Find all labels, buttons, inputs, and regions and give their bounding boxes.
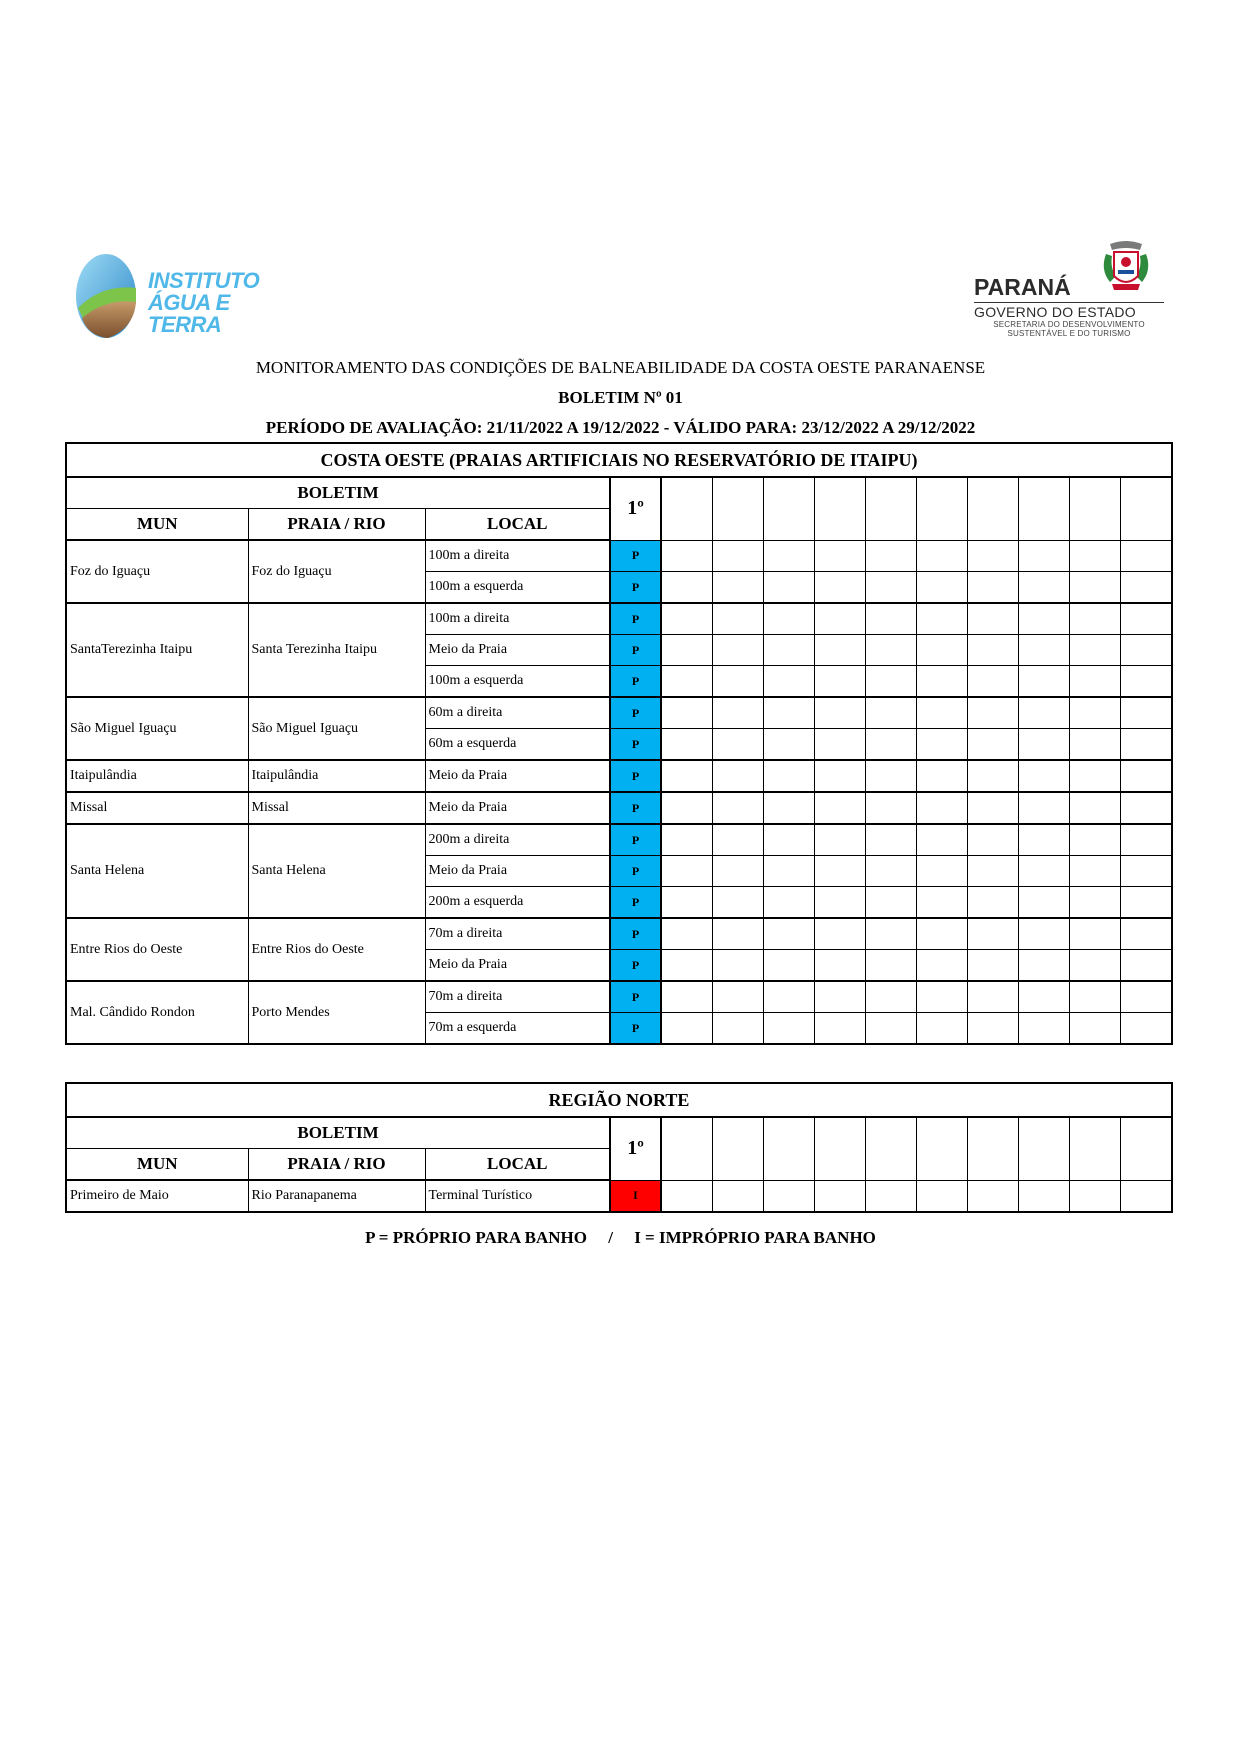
empty-bulletin-cell	[814, 666, 865, 698]
empty-bulletin-cell	[661, 540, 712, 572]
empty-bulletin-cell	[916, 635, 967, 666]
empty-bulletin-cell	[968, 1180, 1019, 1212]
empty-bulletin-cell	[865, 824, 916, 856]
empty-bulletin-cell	[1070, 950, 1121, 982]
empty-bulletin-cell	[712, 981, 763, 1013]
empty-bulletin-cell	[763, 918, 814, 950]
bulletin-number: BOLETIM Nº 01	[558, 388, 683, 407]
empty-bulletin-cell	[865, 856, 916, 887]
table-row	[66, 540, 1172, 572]
local-cell: Terminal Turístico	[425, 1180, 610, 1212]
empty-bulletin-cell	[865, 1180, 916, 1212]
empty-bulletin-cell	[916, 918, 967, 950]
empty-bulletin-cell	[763, 572, 814, 604]
parana-government-logo	[974, 240, 1174, 344]
empty-bulletin-cell	[661, 792, 712, 824]
empty-bulletin-cell	[1019, 540, 1070, 572]
water-earth-logo-icon	[72, 248, 142, 340]
empty-bulletin-cell	[712, 918, 763, 950]
empty-bulletin-cell	[763, 760, 814, 792]
empty-bulletin-cell	[1070, 572, 1121, 604]
table-row	[66, 824, 1172, 856]
coat-of-arms-icon	[1100, 240, 1152, 296]
empty-bulletin-cell	[814, 603, 865, 635]
table-title: COSTA OESTE (PRAIAS ARTIFICIAIS NO RESERVATÓRIO DE ITAIPU)	[66, 443, 1172, 477]
empty-bulletin-cell	[763, 887, 814, 919]
empty-bulletin-cell	[1070, 887, 1121, 919]
local-header: LOCAL	[425, 509, 610, 541]
status-cell: P	[610, 950, 661, 982]
empty-bulletin-cell	[916, 981, 967, 1013]
empty-bulletin-cell	[1121, 760, 1172, 792]
praia-header: PRAIA / RIO	[248, 509, 425, 541]
empty-bulletin-cell	[865, 950, 916, 982]
empty-bulletin-cell	[1121, 981, 1172, 1013]
empty-bulletin-cell	[968, 572, 1019, 604]
praia-cell: Rio Paranapanema	[248, 1180, 425, 1212]
table-row	[66, 760, 1172, 792]
local-cell: 100m a direita	[425, 603, 610, 635]
empty-bulletin-cell	[814, 824, 865, 856]
status-cell: P	[610, 981, 661, 1013]
praia-header: PRAIA / RIO	[248, 1149, 425, 1181]
instituto-name	[148, 270, 272, 336]
status-cell: P	[610, 918, 661, 950]
status-cell: P	[610, 792, 661, 824]
empty-bulletin-cell	[763, 666, 814, 698]
empty-bulletin-cell	[1019, 824, 1070, 856]
empty-bulletin-cell	[1019, 856, 1070, 887]
table-row	[66, 697, 1172, 729]
local-cell: 60m a direita	[425, 697, 610, 729]
empty-bulletin-cell	[661, 603, 712, 635]
empty-bulletin-cell	[712, 887, 763, 919]
empty-bulletin-cell	[814, 856, 865, 887]
empty-bulletin-cell	[1070, 981, 1121, 1013]
empty-bulletin-cell	[916, 603, 967, 635]
empty-bulletin-cell	[1070, 603, 1121, 635]
empty-bulletin-cell	[712, 760, 763, 792]
empty-bulletin-cell	[1121, 572, 1172, 604]
empty-bulletin-cell	[865, 697, 916, 729]
empty-bulletin-cell	[661, 760, 712, 792]
empty-bulletin-cell	[814, 950, 865, 982]
costa-oeste-table	[65, 442, 1173, 1045]
empty-bulletin-cell	[763, 824, 814, 856]
empty-bulletin-cell	[916, 540, 967, 572]
parana-brand: PARANÁ	[974, 274, 1071, 300]
empty-bulletin-cell	[661, 824, 712, 856]
empty-bulletin-cell	[968, 697, 1019, 729]
empty-bulletin-cell	[1019, 729, 1070, 761]
empty-bulletin-cell	[1070, 918, 1121, 950]
table-row	[66, 981, 1172, 1013]
empty-bulletin-cell	[968, 666, 1019, 698]
empty-bulletin-cell	[865, 760, 916, 792]
empty-bulletin-cell	[865, 540, 916, 572]
empty-bulletin-cell	[968, 981, 1019, 1013]
empty-bulletin-cell	[763, 1180, 814, 1212]
empty-bulletin-cell	[916, 792, 967, 824]
local-cell: Meio da Praia	[425, 792, 610, 824]
table-row	[66, 1180, 1172, 1212]
empty-bulletin-cell	[1019, 635, 1070, 666]
empty-bulletin-cell	[916, 824, 967, 856]
mun-cell: Mal. Cândido Rondon	[66, 981, 248, 1044]
empty-bulletin-cell	[661, 856, 712, 887]
empty-bulletin-cell	[1070, 697, 1121, 729]
empty-bulletin-cell	[1121, 887, 1172, 919]
empty-bulletin-cell	[661, 729, 712, 761]
boletim-header: BOLETIM	[66, 477, 610, 509]
local-cell: 100m a direita	[425, 540, 610, 572]
empty-bulletin-cell	[661, 1013, 712, 1045]
costa-oeste-rows	[66, 540, 1172, 1044]
empty-bulletin-cell	[661, 918, 712, 950]
local-cell: 200m a esquerda	[425, 887, 610, 919]
empty-bulletin-cell	[763, 1013, 814, 1045]
local-cell: 100m a esquerda	[425, 666, 610, 698]
empty-bulletin-cell	[661, 887, 712, 919]
empty-bulletin-cell	[968, 887, 1019, 919]
empty-bulletin-cell	[1121, 697, 1172, 729]
empty-bulletin-cell	[865, 603, 916, 635]
status-cell: P	[610, 635, 661, 666]
empty-bulletin-cell	[1070, 666, 1121, 698]
status-cell: P	[610, 666, 661, 698]
empty-bulletin-cell	[1121, 918, 1172, 950]
empty-bulletin-cell	[1121, 666, 1172, 698]
empty-bulletin-cell	[916, 1180, 967, 1212]
empty-bulletin-cell	[763, 950, 814, 982]
empty-bulletin-cell	[661, 572, 712, 604]
empty-bulletin-cell	[712, 697, 763, 729]
empty-bulletin-cell	[1019, 603, 1070, 635]
empty-bulletin-cell	[712, 666, 763, 698]
empty-bulletin-cell	[968, 856, 1019, 887]
empty-bulletin-cell	[1019, 760, 1070, 792]
mun-cell: Santa Helena	[66, 824, 248, 918]
empty-bulletin-cell	[712, 856, 763, 887]
empty-bulletin-cell	[712, 824, 763, 856]
local-cell: Meio da Praia	[425, 950, 610, 982]
empty-bulletin-cell	[814, 697, 865, 729]
status-cell: I	[610, 1180, 661, 1212]
empty-bulletin-cell	[814, 887, 865, 919]
empty-bulletin-cell	[1019, 697, 1070, 729]
local-cell: 70m a direita	[425, 981, 610, 1013]
empty-bulletin-cell	[1019, 887, 1070, 919]
empty-bulletin-cell	[968, 1013, 1019, 1045]
local-cell: 70m a direita	[425, 918, 610, 950]
praia-cell: Entre Rios do Oeste	[248, 918, 425, 981]
status-cell: P	[610, 887, 661, 919]
status-cell: P	[610, 697, 661, 729]
empty-bulletin-cell	[916, 950, 967, 982]
empty-bulletin-cell	[968, 760, 1019, 792]
local-cell: Meio da Praia	[425, 760, 610, 792]
praia-cell: Porto Mendes	[248, 981, 425, 1044]
instituto-agua-e-terra-logo	[72, 248, 272, 342]
empty-bulletin-cell	[661, 635, 712, 666]
first-bulletin-header: 1º	[610, 477, 661, 540]
empty-bulletin-cell	[814, 1180, 865, 1212]
praia-cell: Santa Helena	[248, 824, 425, 918]
regiao-norte-rows	[66, 1180, 1172, 1212]
empty-bulletin-cell	[1121, 1180, 1172, 1212]
empty-bulletin-cell	[712, 572, 763, 604]
local-cell: 200m a direita	[425, 824, 610, 856]
local-cell: Meio da Praia	[425, 856, 610, 887]
empty-bulletin-cell	[814, 792, 865, 824]
secretariat-line-1: SECRETARIA DO DESENVOLVIMENTO	[993, 320, 1145, 329]
empty-bulletin-cell	[916, 697, 967, 729]
empty-bulletin-cell	[814, 572, 865, 604]
empty-bulletin-cell	[814, 635, 865, 666]
regiao-norte-table	[65, 1082, 1173, 1213]
empty-bulletin-cell	[968, 540, 1019, 572]
boletim-header: BOLETIM	[66, 1117, 610, 1149]
status-cell: P	[610, 603, 661, 635]
empty-bulletin-cell	[1019, 1013, 1070, 1045]
empty-bulletin-cell	[1019, 572, 1070, 604]
mun-header: MUN	[66, 1149, 248, 1181]
empty-bulletin-cell	[814, 760, 865, 792]
empty-bulletin-cell	[763, 729, 814, 761]
empty-bulletin-cell	[1070, 1013, 1121, 1045]
table-title: REGIÃO NORTE	[66, 1083, 1172, 1117]
secretariat-name	[974, 320, 1164, 338]
status-cell: P	[610, 760, 661, 792]
empty-bulletin-cell	[1121, 729, 1172, 761]
local-cell: 70m a esquerda	[425, 1013, 610, 1045]
empty-bulletin-cell	[968, 824, 1019, 856]
empty-bulletin-cell	[814, 540, 865, 572]
empty-bulletin-cell	[763, 603, 814, 635]
local-header: LOCAL	[425, 1149, 610, 1181]
empty-bulletin-cell	[968, 603, 1019, 635]
empty-bulletin-cell	[1121, 635, 1172, 666]
empty-bulletin-cell	[712, 540, 763, 572]
empty-bulletin-cell	[1070, 1180, 1121, 1212]
evaluation-period: PERÍODO DE AVALIAÇÃO: 21/11/2022 A 19/12/2022 - VÁLIDO PARA: 23/12/2022 A 29/12/2022	[265, 418, 976, 437]
empty-bulletin-cell	[916, 1013, 967, 1045]
praia-cell: Santa Terezinha Itaipu	[248, 603, 425, 697]
empty-bulletin-cell	[661, 950, 712, 982]
local-cell: 60m a esquerda	[425, 729, 610, 761]
document-title: MONITORAMENTO DAS CONDIÇÕES DE BALNEABILIDADE DA COSTA OESTE PARANAENSE	[255, 358, 986, 377]
empty-bulletin-cell	[814, 1013, 865, 1045]
empty-bulletin-cell	[814, 918, 865, 950]
table-row	[66, 918, 1172, 950]
local-cell: Meio da Praia	[425, 635, 610, 666]
empty-bulletin-cell	[968, 635, 1019, 666]
empty-bulletin-cell	[763, 697, 814, 729]
empty-bulletin-cell	[968, 729, 1019, 761]
empty-bulletin-cell	[916, 856, 967, 887]
empty-bulletin-cell	[661, 697, 712, 729]
empty-bulletin-cell	[712, 1180, 763, 1212]
empty-bulletin-cell	[865, 666, 916, 698]
empty-bulletin-cell	[865, 887, 916, 919]
empty-bulletin-cell	[763, 540, 814, 572]
governo-do-estado: GOVERNO DO ESTADO	[974, 302, 1164, 320]
empty-bulletin-cell	[712, 950, 763, 982]
empty-bulletin-cell	[1070, 635, 1121, 666]
empty-bulletin-cell	[1019, 792, 1070, 824]
mun-cell: São Miguel Iguaçu	[66, 697, 248, 760]
empty-bulletin-cell	[968, 950, 1019, 982]
empty-bulletin-cell	[865, 918, 916, 950]
mun-cell: SantaTerezinha Itaipu	[66, 603, 248, 697]
status-cell: P	[610, 572, 661, 604]
praia-cell: Missal	[248, 792, 425, 824]
mun-cell: Entre Rios do Oeste	[66, 918, 248, 981]
empty-bulletin-cell	[763, 981, 814, 1013]
empty-bulletin-cell	[916, 760, 967, 792]
secretariat-line-2: SUSTENTÁVEL E DO TURISMO	[1007, 329, 1131, 338]
status-cell: P	[610, 824, 661, 856]
empty-bulletin-cell	[712, 635, 763, 666]
empty-bulletin-cell	[763, 856, 814, 887]
empty-bulletin-cell	[1121, 540, 1172, 572]
mun-cell: Foz do Iguaçu	[66, 540, 248, 603]
empty-bulletin-cell	[1121, 792, 1172, 824]
logo-text-line-2: ÁGUA E TERRA	[148, 290, 230, 337]
praia-cell: São Miguel Iguaçu	[248, 697, 425, 760]
empty-bulletin-cell	[1019, 1180, 1070, 1212]
local-cell: 100m a esquerda	[425, 572, 610, 604]
mun-cell: Missal	[66, 792, 248, 824]
mun-cell: Itaipulândia	[66, 760, 248, 792]
empty-bulletin-cell	[1019, 666, 1070, 698]
empty-bulletin-cell	[712, 1013, 763, 1045]
empty-bulletin-cell	[865, 792, 916, 824]
empty-bulletin-cell	[712, 729, 763, 761]
empty-bulletin-cell	[712, 792, 763, 824]
empty-bulletin-cell	[814, 729, 865, 761]
empty-bulletin-cell	[916, 572, 967, 604]
empty-bulletin-cell	[1070, 540, 1121, 572]
empty-bulletin-cell	[712, 603, 763, 635]
empty-bulletin-cell	[865, 981, 916, 1013]
empty-bulletin-cell	[916, 887, 967, 919]
status-cell: P	[610, 729, 661, 761]
legend: P = PRÓPRIO PARA BANHO / I = IMPRÓPRIO PARA BANHO	[365, 1228, 876, 1247]
empty-bulletin-cell	[1121, 824, 1172, 856]
empty-bulletin-cell	[763, 792, 814, 824]
empty-bulletin-cell	[916, 729, 967, 761]
empty-bulletin-cell	[1121, 856, 1172, 887]
empty-bulletin-cell	[865, 635, 916, 666]
empty-bulletin-cell	[916, 666, 967, 698]
empty-bulletin-cell	[661, 666, 712, 698]
status-cell: P	[610, 540, 661, 572]
empty-bulletin-cell	[968, 918, 1019, 950]
empty-bulletin-cell	[865, 729, 916, 761]
empty-bulletin-cell	[661, 1180, 712, 1212]
praia-cell: Foz do Iguaçu	[248, 540, 425, 603]
empty-bulletin-cell	[1070, 824, 1121, 856]
empty-bulletin-cell	[1070, 729, 1121, 761]
empty-bulletin-cell	[1121, 950, 1172, 982]
status-cell: P	[610, 856, 661, 887]
table-row	[66, 603, 1172, 635]
table-row	[66, 792, 1172, 824]
status-cell: P	[610, 1013, 661, 1045]
empty-bulletin-cell	[1070, 856, 1121, 887]
empty-bulletin-cell	[1121, 1013, 1172, 1045]
first-bulletin-header: 1º	[610, 1117, 661, 1180]
empty-bulletin-cell	[1121, 603, 1172, 635]
empty-bulletin-cell	[1019, 918, 1070, 950]
empty-bulletin-cell	[814, 981, 865, 1013]
mun-cell: Primeiro de Maio	[66, 1180, 248, 1212]
empty-bulletin-cell	[763, 635, 814, 666]
empty-bulletin-cell	[1019, 950, 1070, 982]
empty-bulletin-cell	[1070, 792, 1121, 824]
mun-header: MUN	[66, 509, 248, 541]
empty-bulletin-cell	[865, 1013, 916, 1045]
empty-bulletin-cell	[1019, 981, 1070, 1013]
empty-bulletin-cell	[968, 792, 1019, 824]
logo-text-line-1: INSTITUTO	[148, 268, 260, 293]
empty-bulletin-cell	[1070, 760, 1121, 792]
empty-bulletin-cell	[865, 572, 916, 604]
empty-bulletin-cell	[661, 981, 712, 1013]
praia-cell: Itaipulândia	[248, 760, 425, 792]
